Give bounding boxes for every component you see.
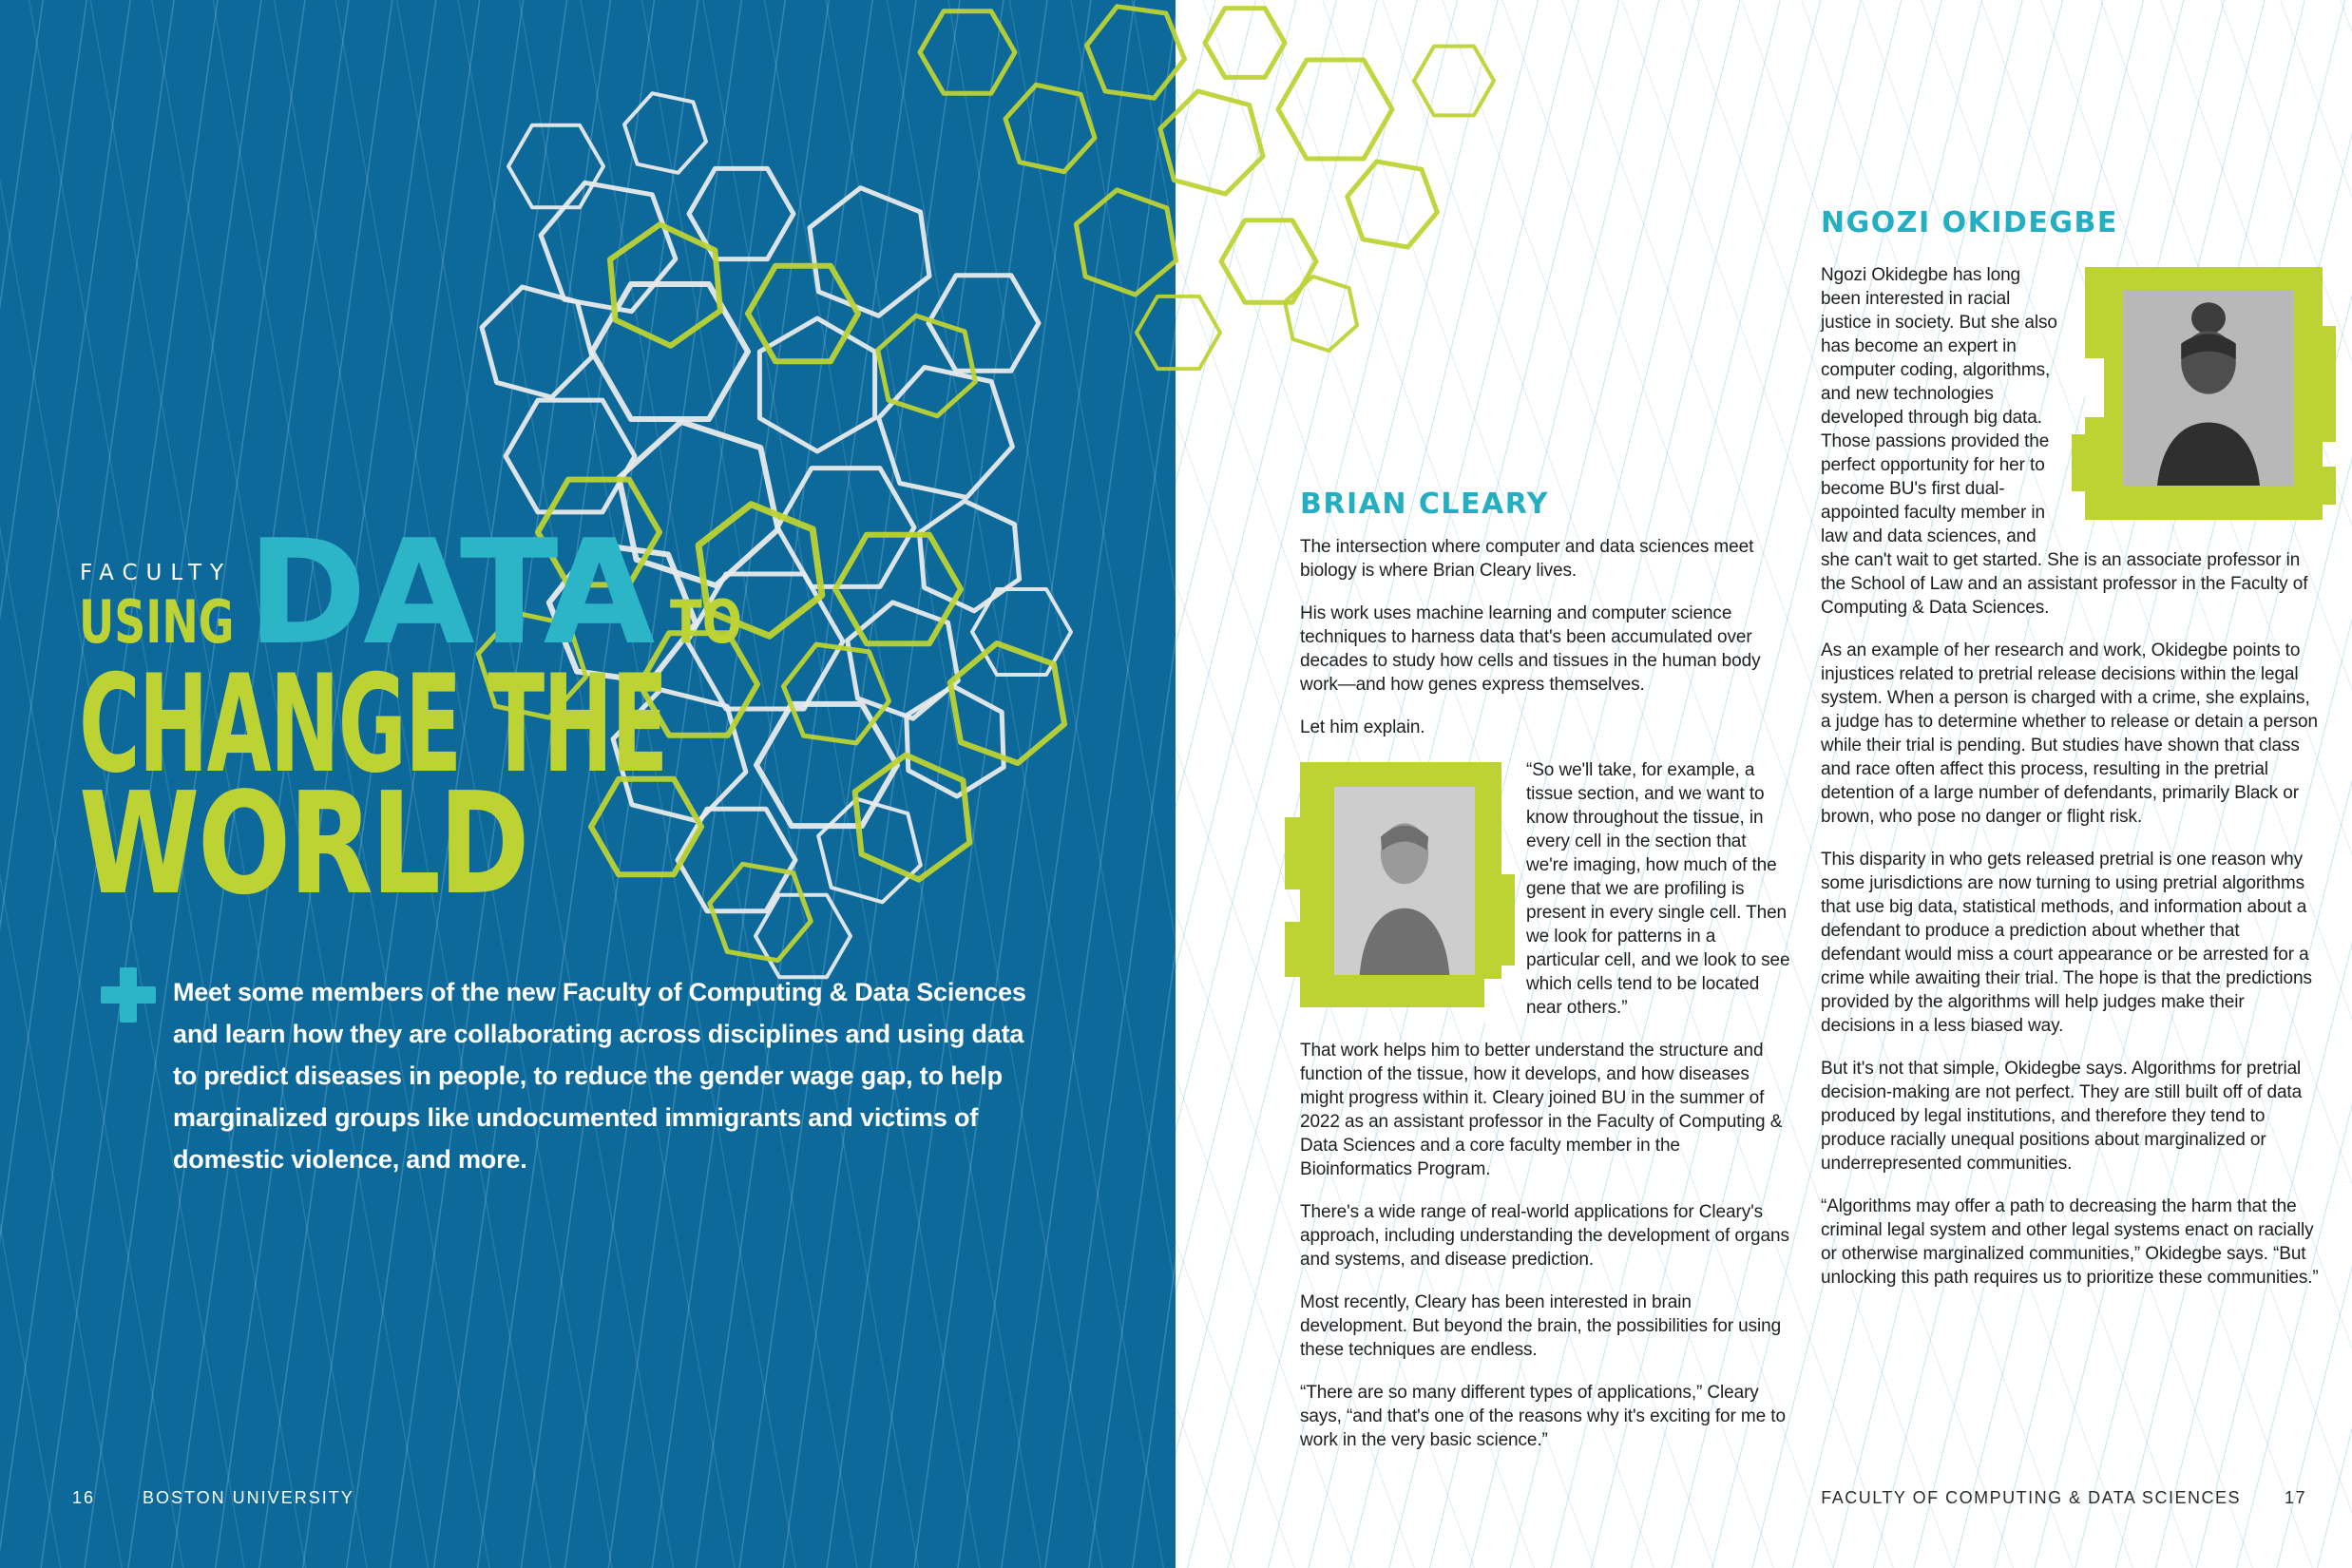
headline-word-data: DATA [246,508,652,677]
plus-icon [101,967,156,1023]
right-page [1176,0,2352,1568]
brian-cleary-heading: BRIAN CLEARY [1300,488,1549,521]
running-title: FACULTY OF COMPUTING & DATA SCIENCES [1821,1488,2241,1507]
frame-notch [1285,817,1300,889]
frame-notch [2323,467,2336,505]
headline-line-1 [79,508,760,677]
frame-notch [1484,979,1501,1023]
frame-notch [2085,358,2104,417]
frame-notch [2072,434,2085,491]
frame-notch [2323,326,2336,442]
ngozi-okidegbe-heading: NGOZI OKIDEGBE [1821,206,2118,239]
body-paragraph: Ngozi Okidegbe has long been interested in racial justice in society. But she also has become an expert in computer coding, algorithms, and new technologies developed through big data. Those passions provided the perfect opportunity for her to become BU's first dual-appointed faculty member in law and data sciences, and she can't wait to get started. She is an associate professor in the School of Law and an assistant professor in the Faculty of Computing & Data Sciences. [1821,265,2308,618]
right-page-footer [1821,1488,2306,1508]
intro-paragraph: Meet some members of the new Faculty of Computing & Data Sciences and learn how they are collaborating across disciplines and using data to predict diseases in people, to reduce the gender wage gap, to help marginalized groups like undocumented immigrants and victims of domestic violence, and more. [173,978,1026,1174]
body-paragraph: This disparity in who gets released pretrial is one reason why some jurisdictions are now turning to using pretrial algorithms that use big data, statistical methods, and information about a defendant to produce a prediction about whether that defendant would miss a court appearance or be arrested for a crime while awaiting their trial. The hope is that the predictions provided by the algorithms will help judges make their decisions in a less biased way. [1821,850,2312,1036]
body-paragraph: “Algorithms may offer a path to decreasing the harm that the criminal legal system and other legal systems enact on racially or otherwise marginalized communities,” Okidegbe says. “But unlocking this path requires us to prioritize these communities.” [1821,1196,2319,1288]
frame-notch [1501,874,1515,966]
body-paragraph: That work helps him to better understand the structure and function of the tissue, how it develops, and how diseases might progress within it. Cleary joined BU in the summer of 2022 as an assistant professor in the Faculty of Computing & Data Sciences and a core faculty member in the Bioinformatics Program. [1300,1041,1783,1179]
headline-line-3: WORLD [79,762,528,926]
body-paragraph: Most recently, Cleary has been interested in brain development. But beyond the brain, the possibilities for using these techniques are endless. [1300,1292,1782,1360]
publication-name: BOSTON UNIVERSITY [143,1488,354,1507]
body-paragraph: The intersection where computer and data sciences meet biology is where Brian Cleary lives. [1300,537,1754,581]
headline-word-to: TO [670,587,743,657]
brian-cleary-portrait [1334,787,1475,975]
ngozi-okidegbe-portrait [2123,290,2294,486]
frame-notch [1285,922,1300,977]
brian-cleary-article [1300,488,1790,1471]
section-eyebrow: FACULTY [80,561,233,585]
body-paragraph: Let him explain. [1300,717,1425,737]
body-paragraph: But it's not that simple, Okidegbe says. Algorithms for pretrial decision-making are not perfect. They are still built off of data produced by legal institutions, and therefore they tend to produce racially unequal positions about marginalized or underrepresented communities. [1821,1059,2303,1174]
brian-cleary-photo-frame [1300,762,1501,1007]
ngozi-okidegbe-article [1821,206,2323,1309]
page-number: 17 [2284,1488,2306,1507]
body-paragraph: His work uses machine learning and computer science techniques to harness data that's been accumulated over decades to study how cells and tissues in the human body work—and how genes express themselves. [1300,603,1761,695]
ngozi-okidegbe-photo-frame [2085,267,2323,520]
body-paragraph: “There are so many different types of applications,” Cleary says, “and that's one of the reasons why it's exciting for me to work in the very basic science.” [1300,1383,1786,1450]
page-number: 16 [72,1488,96,1507]
headline-word-using: USING [79,587,235,657]
body-paragraph: As an example of her research and work, Okidegbe points to injustices related to pretrial release decisions within the legal system. When a person is charged with a crime, she explains, a judge has to determine whether to release or detain a person while their trial is pending. But studies have shown that class and race often affect this process, resulting in the pretrial detention of a large number of defendants, primarily Black or brown, who pose no danger or flight risk. [1821,641,2318,827]
body-paragraph: There's a wide range of real-world applications for Cleary's approach, including understanding the development of organs and systems, and disease prediction. [1300,1202,1789,1270]
headline-line-2: CHANGE THE [79,646,667,803]
pull-quote: “So we'll take, for example, a tissue section, and we want to know throughout the tissue, in every cell in the section that we're imaging, how much of the gene that we are profiling is present in every single cell. Then we look for patterns in a particular cell, and we look to see which cells tend to be located near others.” [1526,760,1790,1018]
